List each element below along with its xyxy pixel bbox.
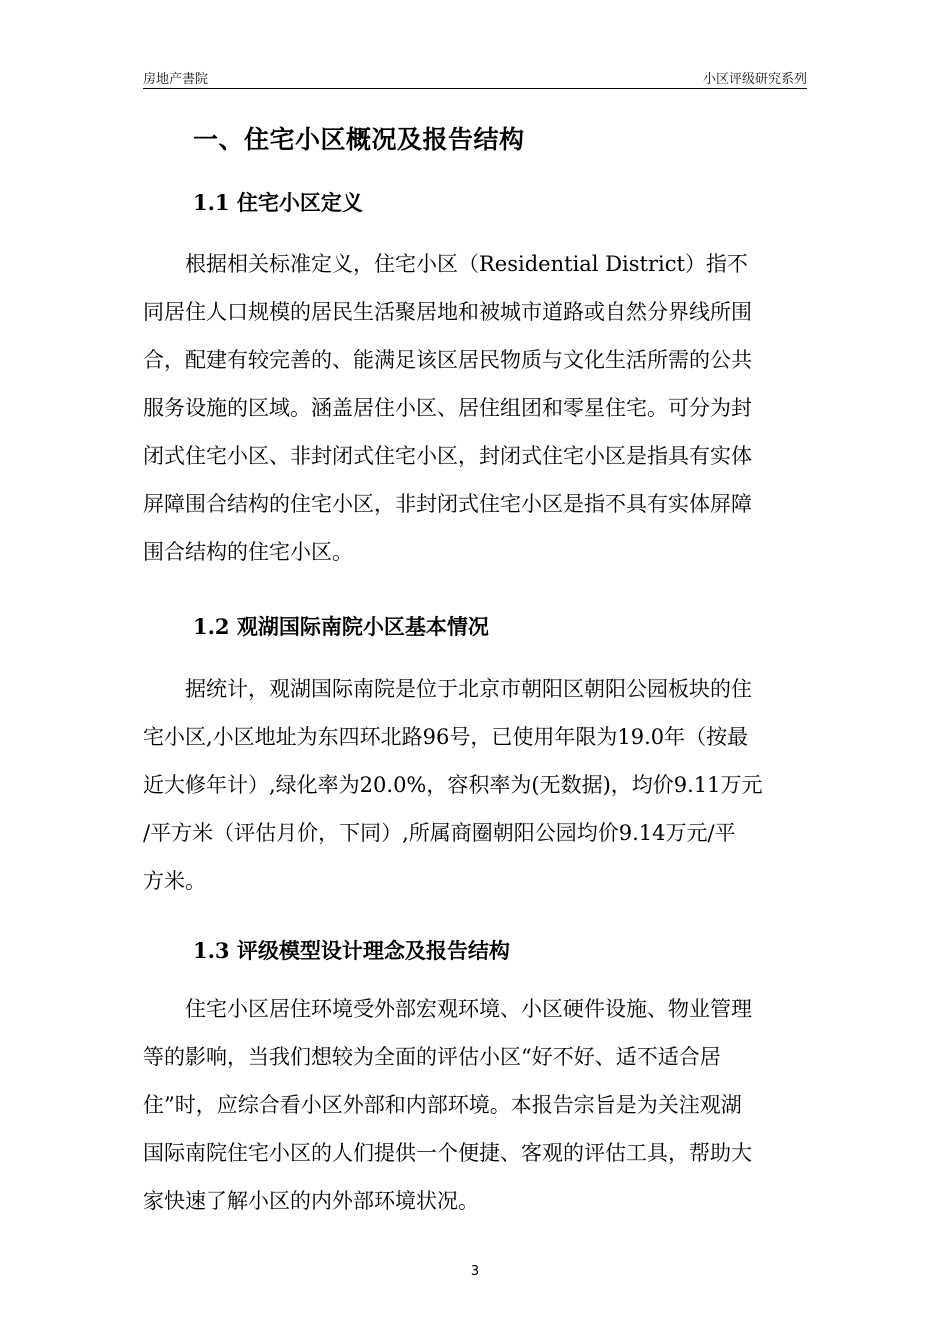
section-paragraph-1-3 bbox=[143, 985, 752, 1225]
paragraph-line: 服务设施的区域。涵盖居住小区、居住组团和零星住宅。可分为封 bbox=[143, 396, 752, 420]
paragraph-line: 住宅小区居住环境受外部宏观环境、小区硬件设施、物业管理 bbox=[143, 997, 752, 1021]
header-series-title: 小区评级研究系列 bbox=[702, 72, 807, 87]
paragraph-line: 屏障围合结构的住宅小区，非封闭式住宅小区是指不具有实体屏障 bbox=[143, 492, 752, 516]
section-heading-1-2: 1.2 观湖国际南院小区基本情况 bbox=[193, 614, 489, 639]
header-publisher: 房地产書院 bbox=[143, 72, 209, 87]
section-paragraph-1-2 bbox=[143, 665, 763, 905]
page-number: 3 bbox=[470, 1264, 480, 1279]
paragraph-line: 同居住人口规模的居民生活聚居地和被城市道路或自然分界线所围 bbox=[143, 300, 752, 324]
paragraph-line: 据统计，观湖国际南院是位于北京市朝阳区朝阳公园板块的住 bbox=[143, 677, 752, 701]
paragraph-line: 近大修年计）,绿化率为20.0%，容积率为(无数据)，均价9.11万元 bbox=[143, 773, 763, 797]
paragraph-line: 宅小区,小区地址为东四环北路96号，已使用年限为19.0年（按最 bbox=[143, 725, 749, 749]
paragraph-line: 方米。 bbox=[143, 869, 206, 893]
header-divider bbox=[143, 88, 807, 89]
chapter-title: 一、住宅小区概况及报告结构 bbox=[193, 125, 525, 154]
paragraph-line: 住”时，应综合看小区外部和内部环境。本报告宗旨是为关注观湖 bbox=[143, 1093, 742, 1117]
paragraph-line: 家快速了解小区的内外部环境状况。 bbox=[143, 1189, 479, 1213]
page-header bbox=[143, 66, 807, 88]
section-heading-1-3: 1.3 评级模型设计理念及报告结构 bbox=[193, 938, 510, 963]
paragraph-line: 围合结构的住宅小区。 bbox=[143, 540, 353, 564]
paragraph-line: 闭式住宅小区、非封闭式住宅小区，封闭式住宅小区是指具有实体 bbox=[143, 444, 752, 468]
paragraph-line: 国际南院住宅小区的人们提供一个便捷、客观的评估工具，帮助大 bbox=[143, 1141, 752, 1165]
section-paragraph-1-1 bbox=[143, 240, 752, 576]
paragraph-line: 等的影响，当我们想较为全面的评估小区“好不好、适不适合居 bbox=[143, 1045, 721, 1069]
paragraph-line: /平方米（评估月价，下同）,所属商圈朝阳公园均价9.14万元/平 bbox=[143, 821, 736, 845]
paragraph-line: 根据相关标准定义，住宅小区（Residential District）指不 bbox=[143, 252, 748, 276]
section-heading-1-1: 1.1 住宅小区定义 bbox=[193, 190, 363, 215]
paragraph-line: 合，配建有较完善的、能满足该区居民物质与文化生活所需的公共 bbox=[143, 348, 752, 372]
